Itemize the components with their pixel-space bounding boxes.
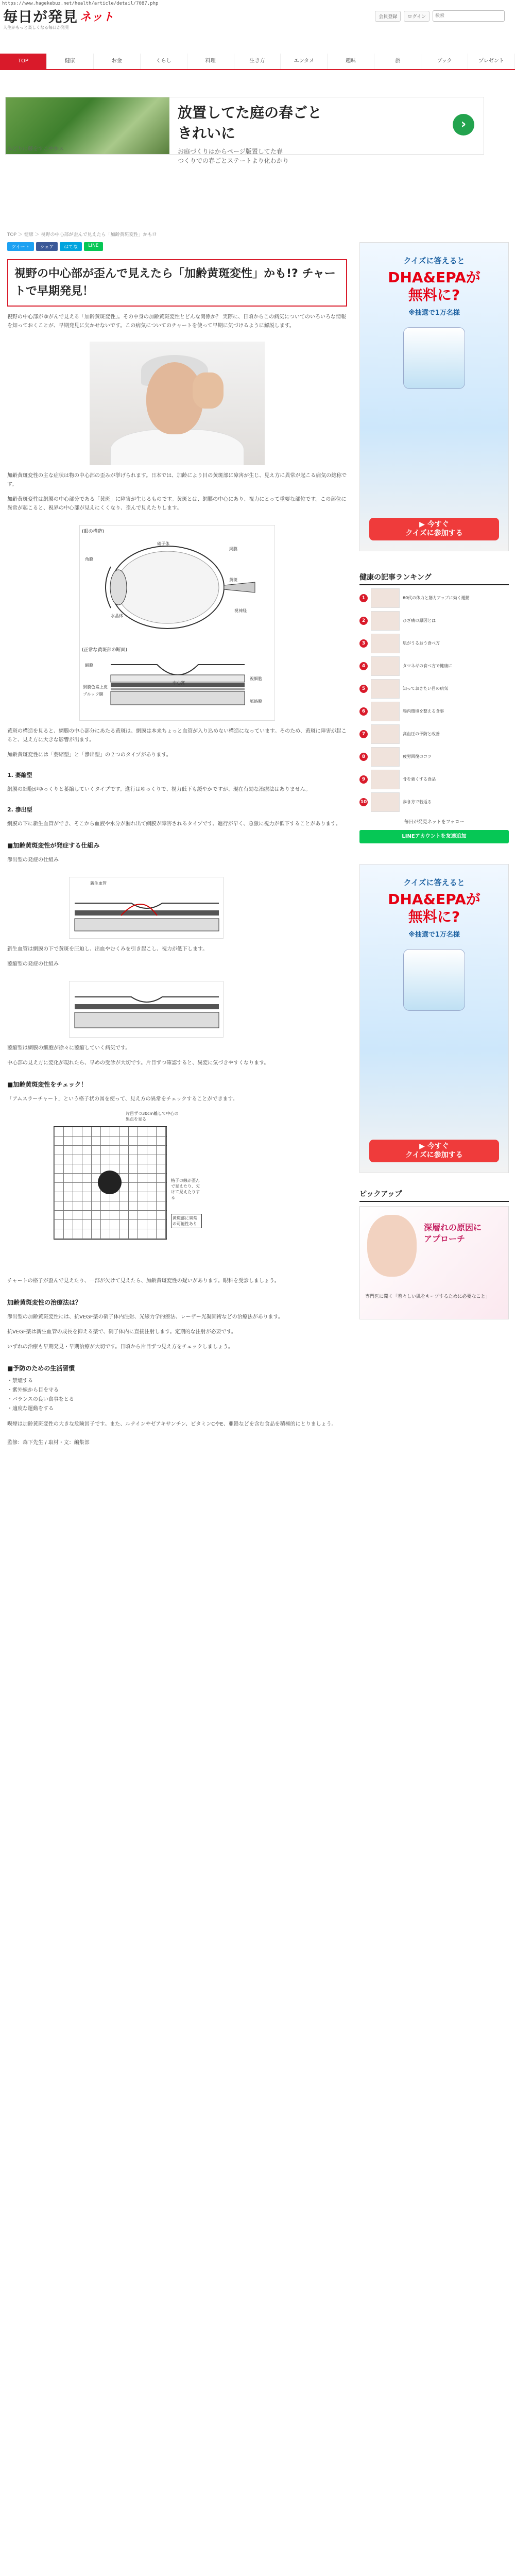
paragraph: 滲出型の加齢黄斑変性には、抗VEGF薬の硝子体内注射、光線力学的療法、レーザー光凝固術などの治療法があります。 bbox=[7, 1314, 283, 1320]
amsler-chart bbox=[54, 1111, 200, 1270]
label-macula: 黄斑 bbox=[229, 578, 237, 582]
ranking-item[interactable]: 5 知っておきたい目の病気 bbox=[359, 679, 509, 699]
label-cornea: 角膜 bbox=[85, 557, 93, 562]
follow-text: 毎日が発見ネットをフォロー bbox=[404, 820, 465, 825]
article-title: 視野の中心部が歪んで見えたら「加齢黄斑変性」かも!? チャートで早期発見！ bbox=[7, 259, 347, 307]
article-photo bbox=[90, 342, 265, 465]
logo-main: 毎日が発見 bbox=[3, 8, 78, 25]
sidebar-ad[interactable]: クイズに答えると DHA&EPAが 無料に? ※抽選で1万名様 ▶ 今すぐ クイズに参加する bbox=[359, 864, 509, 1173]
ranking-item[interactable]: 6 腸内環境を整える食事 bbox=[359, 702, 509, 721]
list-item: ・禁煙する bbox=[7, 1378, 33, 1384]
figure-caption: 萎縮型の発症の仕組み bbox=[7, 961, 59, 967]
main-nav bbox=[0, 54, 515, 70]
paragraph: 加齢黄斑変性は網膜の中心部分である「黄斑」に障害が生じるものです。黄斑とは、網膜の中心にあり、視力にとって重要な部位です。この部位に異常が起こると、視界の中心部が見えにくくなり、歪んで見えたりします。 bbox=[7, 497, 347, 511]
nav-present[interactable]: プレゼント bbox=[468, 54, 515, 69]
label-retina: 網膜 bbox=[85, 663, 93, 668]
supplement-image bbox=[403, 327, 465, 389]
label-lens: 水晶体 bbox=[111, 614, 123, 618]
figure-title: (眼の構造) bbox=[82, 529, 105, 534]
grid-note: 黄斑部に異常の可能性あり bbox=[171, 1214, 202, 1228]
ranking-item[interactable]: 7 高血圧の予防と改善 bbox=[359, 724, 509, 744]
label-retina: 網膜 bbox=[229, 547, 237, 551]
ad-banner[interactable] bbox=[5, 97, 484, 164]
nav-hobby[interactable]: 趣味 bbox=[328, 54, 374, 69]
paragraph: いずれの治療も早期発見・早期治療が大切です。日頃から片目ずつ見え方をチェックしましょう。 bbox=[7, 1344, 233, 1350]
share-hatena-button[interactable]: はてな bbox=[60, 242, 82, 251]
pickup-card[interactable] bbox=[359, 1206, 509, 1319]
section-heading: ■加齢黄斑変性をチェック！ bbox=[7, 1081, 87, 1088]
dark-spot bbox=[98, 1171, 122, 1194]
paragraph: 萎縮型は網膜の細胞が徐々に萎縮していく病気です。 bbox=[7, 1045, 131, 1051]
dry-amd-diagram bbox=[70, 981, 223, 1037]
figure-caption: 滲出型の発症の仕組み bbox=[7, 857, 59, 863]
ranking-item[interactable]: 3 肌がうるおう食べ方 bbox=[359, 634, 509, 653]
label-optic-nerve: 視神経 bbox=[234, 608, 247, 613]
paragraph: 網膜の細胞がゆっくりと萎縮していくタイプです。進行はゆっくりで、視力低下も緩やかですが、現在有効な治療法はありません。 bbox=[7, 787, 311, 792]
paragraph: 新生血管は網膜の下で黄斑を圧迫し、出血やむくみを引き起こし、視力が低下します。 bbox=[7, 946, 208, 952]
eye-diagram bbox=[80, 536, 274, 639]
header-tools bbox=[375, 10, 505, 22]
list-item: ・バランスの良い食事をとる bbox=[7, 1397, 74, 1402]
paragraph: 「アムスラーチャート」という格子状の図を使って、見え方の異常をチェックすることができます。 bbox=[7, 1096, 238, 1102]
section-heading: 加齢黄斑変性の治療法は？ bbox=[7, 1299, 82, 1306]
paragraph: チャートの格子が歪んで見えたり、一部が欠けて見えたら、加齢黄斑変性の疑いがあります。眼科を受診しましょう。 bbox=[7, 1278, 280, 1284]
nav-book[interactable]: ブック bbox=[421, 54, 468, 69]
banner-title: 放置してた庭の春ごと きれいに bbox=[178, 104, 322, 142]
article bbox=[7, 242, 347, 1446]
paragraph: 喫煙は加齢黄斑変性の大きな危険因子です。また、ルテインやゼアキサンチン、ビタミンCやE、亜鉛などを含む食品を積極的にとりましょう。 bbox=[7, 1421, 337, 1427]
ranking-item[interactable]: 2 ひざ痛の原因とは bbox=[359, 611, 509, 631]
paragraph: 黄斑の構造を見ると、網膜の中心部分にあたる黄斑は、網膜は本来ちょっと血管が入り込めない構造になっています。そのため、黄斑に障害が起こると、見え方に大きな影響が出ます。 bbox=[7, 728, 347, 743]
banner-arrow-icon[interactable]: › bbox=[453, 114, 474, 135]
quiz-button[interactable]: ▶ 今すぐ クイズに参加する bbox=[369, 1140, 499, 1162]
paragraph: 加齢黄斑変性には「萎縮型」と「滲出型」の２つのタイプがあります。 bbox=[7, 752, 171, 758]
paragraph: 網膜の下に新生血管ができ、そこから血液や水分が漏れ出て網膜が障害されるタイプです。進行が早く、急激に視力が低下することがあります。 bbox=[7, 821, 341, 827]
register-button[interactable]: 会員登録 bbox=[375, 11, 401, 22]
share-facebook-button[interactable]: シェア bbox=[36, 242, 58, 251]
search-input[interactable] bbox=[433, 10, 505, 22]
pickup-headline: 深層れの原因に アプローチ bbox=[424, 1223, 482, 1244]
tagline: 人生がもっと楽しくなる毎日が発見 bbox=[3, 25, 69, 30]
label-fovea: 中心窩 bbox=[173, 681, 185, 685]
label-rpe: 網膜色素上皮 bbox=[83, 685, 108, 689]
banner-source: みどりに藤をすこやかス bbox=[7, 146, 64, 152]
eye-structure-figure bbox=[79, 525, 275, 721]
wet-amd-diagram bbox=[70, 877, 223, 938]
label-new-vessel: 新生血管 bbox=[90, 881, 107, 886]
share-buttons bbox=[7, 242, 347, 251]
prevent-list bbox=[7, 1377, 347, 1414]
list-item: ・適度な運動をする bbox=[7, 1406, 54, 1412]
label-photoreceptor: 視細胞 bbox=[250, 676, 262, 681]
ranking-title: 健康の記事ランキング bbox=[359, 572, 509, 585]
nav-entertainment[interactable]: エンタメ bbox=[281, 54, 328, 69]
share-twitter-button[interactable]: ツイート bbox=[7, 242, 34, 251]
ranking-list bbox=[359, 588, 509, 812]
dry-amd-figure bbox=[69, 981, 224, 1038]
ranking-item[interactable]: 8 疲労回復のコツ bbox=[359, 747, 509, 767]
paragraph: 加齢黄斑変性の主な症状は物の中心部の歪みが挙げられます。日本では、加齢により目の黄斑部に障害が生じ、見え方に異常が起こる病気の総称です。 bbox=[7, 473, 347, 487]
pickup-title: ピックアップ bbox=[359, 1189, 509, 1202]
wet-amd-figure bbox=[69, 877, 224, 939]
breadcrumb[interactable]: TOP ＞ 健康 ＞ 視野の中心部が歪んで見えたら「加齢黄斑変性」かも!? bbox=[7, 232, 157, 238]
nav-money[interactable]: お金 bbox=[94, 54, 141, 69]
pickup-sub: 専門医に聞く「若々しい肌をキープするために必要なこと」 bbox=[365, 1294, 490, 1299]
nav-health[interactable]: 健康 bbox=[47, 54, 94, 69]
supplement-image bbox=[403, 949, 465, 1011]
ranking-item[interactable]: 10 歩き方で若返る bbox=[359, 792, 509, 812]
nav-travel[interactable]: 旅 bbox=[374, 54, 421, 69]
sidebar-ad[interactable]: クイズに答えると DHA&EPAが 無料に? ※抽選で1万名様 ▶ 今すぐ クイズに参加する bbox=[359, 242, 509, 551]
banner-body: お庭づくりはからページ版置してた春 つくりでの春ごとステートより化わかり bbox=[178, 148, 289, 164]
sidebar bbox=[359, 242, 509, 1319]
article-lead: 視野の中心部がゆがんで見える「加齢黄斑変性」。その中身の加齢黄斑変性とどんな関係か？ 実際に、日頃からこの病気についてのいろいろな情報を知っておくことが、早期発見に欠かせないです。この病気についてのチャートを使って早期に気づけるように解説します。 bbox=[7, 314, 346, 329]
label-choroid: 脈絡膜 bbox=[250, 699, 262, 704]
paragraph: 抗VEGF薬は新生血管の成長を抑える薬で、硝子体内に直接注射します。定期的な注射が必要です。 bbox=[7, 1329, 236, 1335]
label-vitreous: 硝子体 bbox=[157, 541, 169, 546]
grid-note: 片目ずつ30cm離して中心の黒点を見る bbox=[126, 1111, 179, 1122]
section-heading: ■加齢黄斑変性が発症する仕組み bbox=[7, 842, 100, 849]
site-logo[interactable] bbox=[3, 8, 114, 24]
paragraph: 中心部の見え方に変化が現れたら、早めの受診が大切です。片目ずつ確認すると、異変に気づきやすくなります。 bbox=[7, 1060, 269, 1066]
subheading: 1. 萎縮型 bbox=[7, 772, 32, 778]
login-button[interactable]: ログイン bbox=[404, 11, 430, 22]
list-item: ・紫外線から目を守る bbox=[7, 1387, 59, 1393]
ranking-item[interactable]: 9 骨を強くする食品 bbox=[359, 770, 509, 789]
ranking-item[interactable]: 4 タマネギの食べ方で健康に bbox=[359, 656, 509, 676]
nav-lifestyle[interactable]: 生き方 bbox=[234, 54, 281, 69]
nav-life[interactable]: くらし bbox=[141, 54, 187, 69]
ranking-item[interactable]: 1 60代の体力と筋力アップに効く運動 bbox=[359, 588, 509, 608]
logo-sub: ネット bbox=[80, 10, 114, 23]
url-bar: https://www.hagekebuz.net/health/article/detail/7087.php bbox=[2, 1, 159, 6]
figure-title: (正常な黄斑部の断面) bbox=[82, 648, 128, 653]
section-heading: ■予防のための生活習慣 bbox=[7, 1365, 75, 1372]
author-credit: 監修：森下先生 / 取材・文：編集部 bbox=[7, 1440, 90, 1446]
label-bruch: ブルッフ膜 bbox=[83, 692, 104, 697]
model-photo bbox=[367, 1215, 417, 1277]
nav-top[interactable]: TOP bbox=[0, 54, 47, 69]
grid-note: 格子の線が歪んで見えたり、欠けて見えたりする bbox=[171, 1178, 200, 1200]
share-line-button[interactable]: LINE bbox=[84, 242, 102, 251]
subheading: 2. 滲出型 bbox=[7, 806, 32, 813]
quiz-button[interactable]: ▶ 今すぐ クイズに参加する bbox=[369, 518, 499, 540]
line-follow-button[interactable]: LINEアカウントを友達追加 bbox=[359, 830, 509, 843]
nav-cooking[interactable]: 料理 bbox=[187, 54, 234, 69]
